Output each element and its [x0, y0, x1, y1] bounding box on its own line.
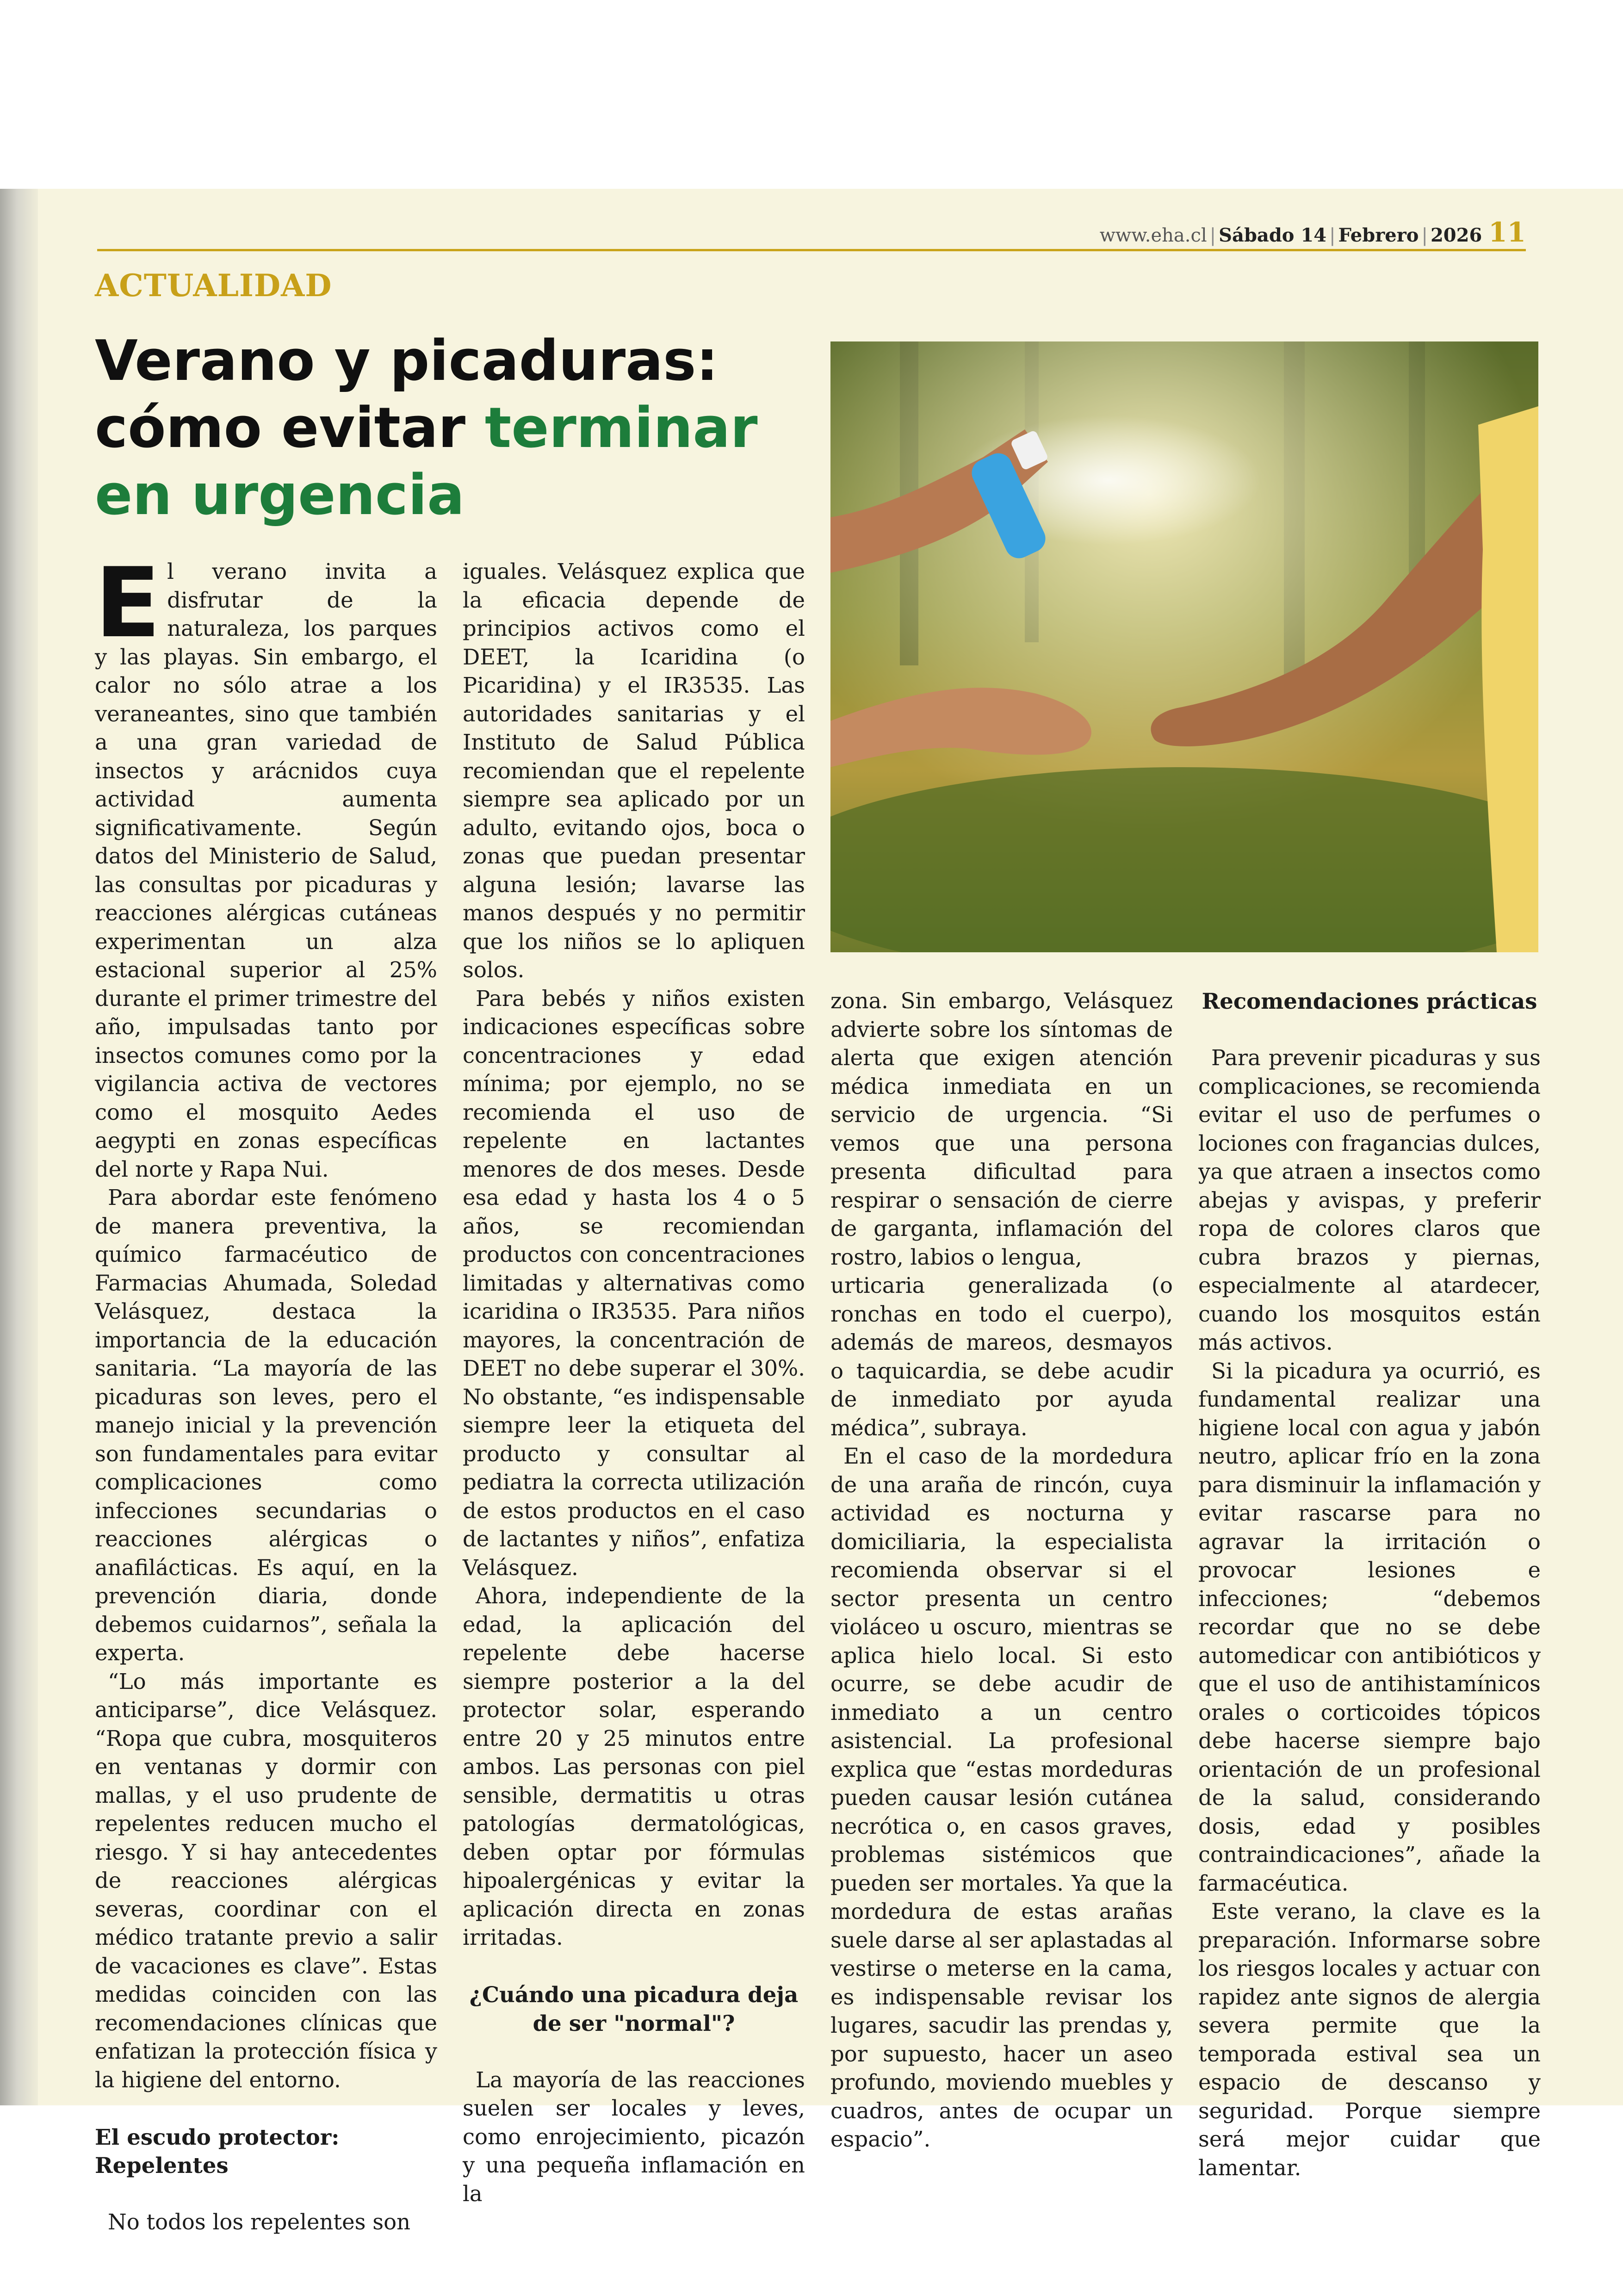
paragraph: iguales. Velásquez explica que la eficacia depende de principios activos como el DEET, la Icaridina (o Picaridina) y el IR3535. Las autoridades sanitarias y el Instituto de Salud Pública recomiendan que el repelente siempre sea aplicado por un adulto, evitando ojos, boca o zonas que puedan presentar alguna lesión; lavarse las manos después y no permitir que los niños se lo apliquen solos.	[463, 559, 805, 982]
page-number: 11	[1488, 217, 1526, 248]
spacer	[95, 2094, 437, 2123]
subheading-repelentes: El escudo protector: Repelentes	[95, 2124, 340, 2178]
paragraph: Para bebés y niños existen indicaciones específicas sobre concentraciones y edad mínima; por ejemplo, no se recomienda el uso de repelente en lactantes menores de dos meses. Desde esa edad y hasta los 4 o 5 años, se recomiendan productos con concentraciones limitadas y alternativas como icaridina o IR3535. Para niños mayores, la concentración de DEET no debe superar el 30%. No obstante, “es indispensable siempre leer la etiqueta del producto y consultar al pediatra la correcta utilización de estos productos en el caso de lactantes y niños”, enfatiza Velásquez.	[463, 986, 805, 1580]
header-separator: |	[1329, 225, 1336, 246]
subheading-picadura-normal: ¿Cuándo una picadura deja de ser "normal"?	[469, 1982, 799, 2036]
paragraph: En el caso de la mordedura de una araña de rincón, cuya actividad es nocturna y domiciliaria, la especialista recomienda observar si el sector presenta un centro violáceo u oscuro, mientras se aplica hielo local. Si esto ocurre, se debe acudir de inmediato a un centro asistencial. La profesional explica que “estas mordeduras pueden causar lesión cutánea necrótica o, en casos graves, problemas sistémicos que pueden ser mortales. Ya que la mordedura de estas arañas suele darse al ser aplastadas al vestirse o meterse en la cama, es indispensable revisar los lugares, sacudir las prendas y, por supuesto, hacer un aseo profundo, moviendo muebles y cuadros, antes de ocupar un espacio”.	[830, 1444, 1173, 2152]
headline-line2: cómo evitar	[95, 396, 485, 460]
paragraph: Si la picadura ya ocurrió, es fundamental realizar una higiene local con agua y jabón neutro, aplicar frío en la zona para disminuir la inflamación y evitar rascarse para no agravar la irritación o provocar lesiones e infecciones; “debemos recordar que no se debe automedicar con antibióticos y que el uso de antihistamínicos orales o corticoides tópicos debe hacerse siempre bajo orientación de un profesional de la salud, considerando dosis, edad y posibles contraindicaciones”, añade la farmacéutica.	[1198, 1358, 1541, 1896]
section-label: ACTUALIDAD	[95, 267, 332, 304]
paragraph: Para prevenir picaduras y sus complicaciones, se recomienda evitar el uso de perfumes o lociones con fragancias dulces, ya que atraen a insectos como abejas y avispas, y preferir ropa de colores claros que cubra brazos y piernas, especialmente al atardecer, cuando los mosquitos están más activos.	[1198, 1045, 1541, 1355]
header-year: 2026	[1430, 224, 1482, 246]
paragraph: l verano invita a disfrutar de la naturaleza, los parques y las playas. Sin embargo, el calor no sólo atrae a los veraneantes, sino que también a una gran variedad de insectos y arácnidos cuya actividad aumenta significativamente. Según datos del Ministerio de Salud, las consultas por picaduras y reacciones alérgicas cutáneas experimentan un alza estacional superior al 25% durante el primer trimestre del año, impulsadas tanto por insectos comunes como por la vigilancia activa de vectores como el mosquito Aedes aegypti en zonas específicas del norte y Rapa Nui.	[95, 559, 437, 1182]
subheading-recomendaciones: Recomendaciones prácticas	[1202, 988, 1537, 1014]
spacer	[463, 1952, 805, 1981]
article-headline	[95, 328, 798, 529]
headline-green: terminar en urgencia	[95, 396, 758, 527]
spacer	[463, 2037, 805, 2066]
article-photo	[830, 341, 1538, 952]
drop-cap: E	[95, 547, 161, 659]
paragraph: Este verano, la clave es la preparación. Informarse sobre los riesgos locales y actuar con rapidez ante signos de alergia severa permite que la temporada estival sea un espacio de descanso y seguridad. Porque siempre será mejor cuidar que lamentar.	[1198, 1899, 1541, 2180]
spacer	[1198, 1016, 1541, 1044]
header-day: Sábado 14	[1219, 224, 1327, 246]
paragraph: zona. Sin embargo, Velásquez advierte sobre los síntomas de alerta que exigen atención médica inmediata en un servicio de urgencia. “Si vemos que una persona presenta dificultad para respirar o sensación de cierre de garganta, inflamación del rostro, labios o lengua,	[830, 988, 1173, 1270]
repellent-photo-illustration	[830, 341, 1538, 952]
page-spine-shadow	[0, 189, 38, 2105]
site-url: www.eha.cl	[1099, 225, 1207, 246]
paragraph: La mayoría de las reacciones suelen ser locales y leves, como enrojecimiento, picazón y una pequeña inflamación en la	[463, 2067, 805, 2206]
article-column-4	[1198, 987, 1541, 2182]
article-column-1	[95, 547, 437, 2237]
header-separator: |	[1421, 225, 1428, 246]
paragraph: Para abordar este fenómeno de manera preventiva, la químico farmacéutico de Farmacias Ahumada, Soledad Velásquez, destaca la importancia de la educación sanitaria. “La mayoría de las picaduras son leves, pero el manejo inicial y la prevención son fundamentales para evitar complicaciones como infecciones secundarias o reacciones alérgicas o anafilácticas. Es aquí, en la prevención diaria, donde debemos cuidarnos”, señala la experta.	[95, 1185, 437, 1665]
paragraph: urticaria generalizada (o ronchas en todo el cuerpo), además de mareos, desmayos o taquicardia, se debe acudir de inmediato por ayuda médica”, subraya.	[830, 1273, 1173, 1440]
header-separator: |	[1209, 225, 1216, 246]
header-month: Febrero	[1338, 224, 1419, 246]
paragraph: “Lo más importante es anticiparse”, dice Velásquez. “Ropa que cubra, mosquiteros en ventanas y dormir con mallas, y el uso prudente de repelentes reducen mucho el riesgo. Y si hay antecedentes de reacciones alérgicas severas, coordinar con el médico tratante previo a salir de vacaciones es clave”. Estas medidas coinciden con las recomendaciones clínicas que enfatizan la protección física y la higiene del entorno.	[95, 1669, 437, 2092]
article-column-2	[463, 558, 805, 2208]
headline-line1: Verano y picaduras:	[95, 329, 719, 393]
newspaper-page	[0, 189, 1623, 2234]
paragraph: Ahora, independiente de la edad, la aplicación del repelente debe hacerse siempre posterior a la del protector solar, esperando entre 20 y 25 minutos entre ambos. Las personas con piel sensible, dermatitis u otras patologías dermatológicas, deben optar por fórmulas hipoalergénicas y evitar la aplicación directa en zonas irritadas.	[463, 1583, 805, 1950]
article-column-3	[830, 987, 1173, 2154]
page-header	[1100, 217, 1526, 248]
header-rule	[97, 249, 1526, 251]
paragraph: No todos los repelentes son	[108, 2209, 411, 2234]
spacer	[95, 2180, 437, 2209]
